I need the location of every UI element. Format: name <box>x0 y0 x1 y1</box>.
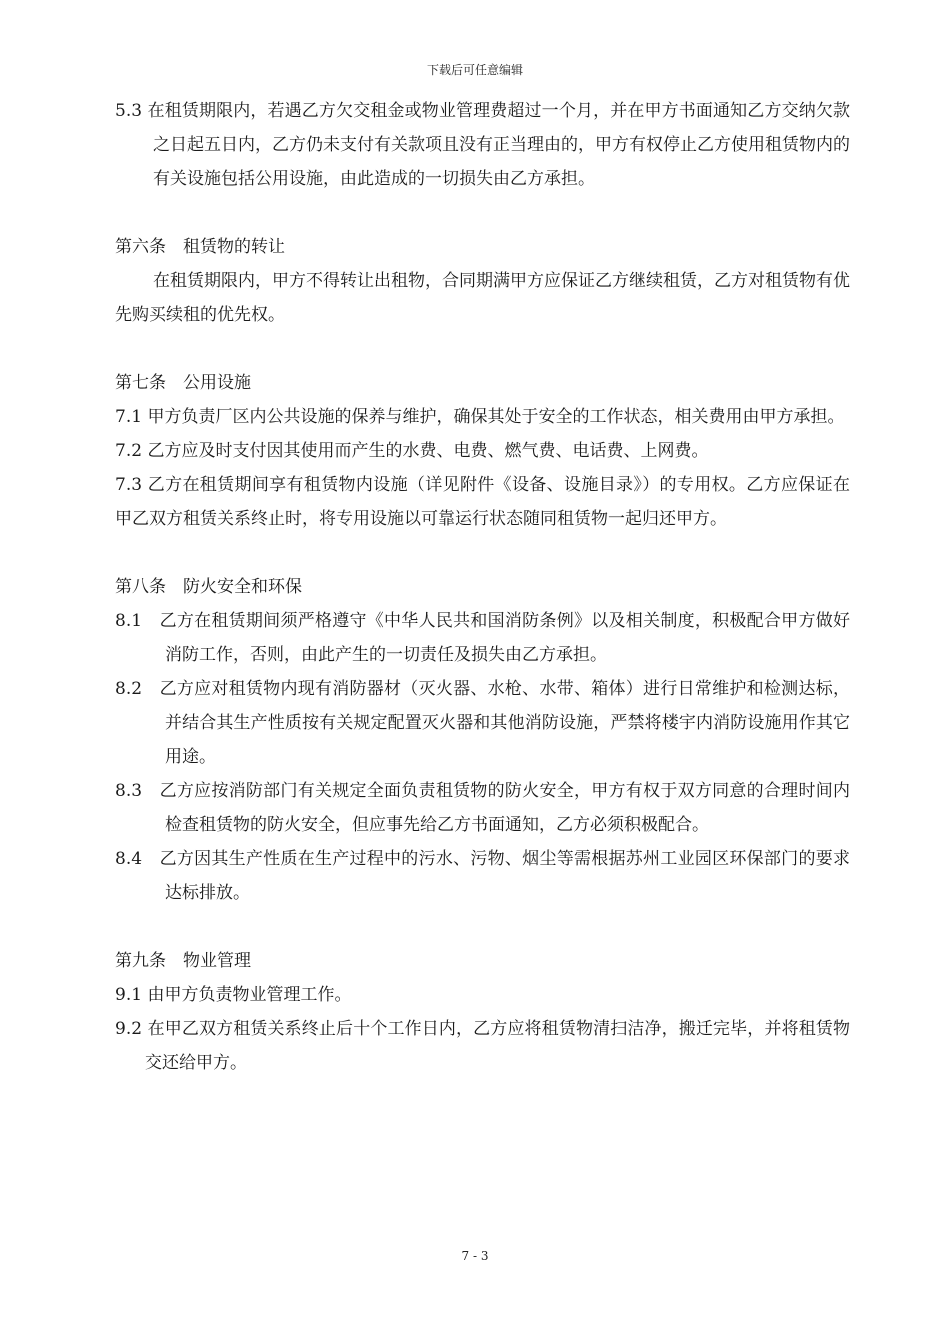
clause-8-3: 8.3 乙方应按消防部门有关规定全面负责租赁物的防火安全，甲方有权于双方同意的合理时间内检查租赁物的防火安全，但应事先给乙方书面通知，乙方必须积极配合。 <box>115 781 850 835</box>
spacer <box>115 332 850 366</box>
spacer <box>115 910 850 944</box>
spacer <box>115 196 850 230</box>
article-8-title: 第八条 防火安全和环保 <box>115 577 302 597</box>
page-header: 下载后可任意编辑 <box>426 63 523 77</box>
clause-9-2: 9.2 在甲乙双方租赁关系终止后十个工作日内，乙方应将租赁物清扫洁净，搬迁完毕，并将租赁物交还给甲方。 <box>115 1019 850 1073</box>
spacer <box>115 536 850 570</box>
clause-9-1: 9.1 由甲方负责物业管理工作。 <box>115 985 352 1005</box>
article-9-title: 第九条 物业管理 <box>115 951 251 971</box>
clause-8-4: 8.4 乙方因其生产性质在生产过程中的污水、污物、烟尘等需根据苏州工业园区环保部门的要求达标排放。 <box>115 849 850 903</box>
clause-7-2: 7.2 乙方应及时支付因其使用而产生的水费、电费、燃气费、电话费、上网费。 <box>115 441 709 461</box>
clause-8-1: 8.1 乙方在租赁期间须严格遵守《中华人民共和国消防条例》以及相关制度，积极配合甲方做好消防工作，否则，由此产生的一切责任及损失由乙方承担。 <box>115 611 850 665</box>
document-body <box>115 94 850 1080</box>
clause-7-3: 7.3 乙方在租赁期间享有租赁物内设施（详见附件《设备、设施目录》）的专用权。乙方应保证在甲乙双方租赁关系终止时，将专用设施以可靠运行状态随同租赁物一起归还甲方。 <box>115 475 850 529</box>
article-7-title: 第七条 公用设施 <box>115 373 251 393</box>
clause-8-2: 8.2 乙方应对租赁物内现有消防器材（灭火器、水枪、水带、箱体）进行日常维护和检测达标，并结合其生产性质按有关规定配置灭火器和其他消防设施，严禁将楼宇内消防设施用作其它用途。 <box>115 679 850 767</box>
clause-5-3: 5.3 在租赁期限内，若遇乙方欠交租金或物业管理费超过一个月，并在甲方书面通知乙方交纳欠款之日起五日内，乙方仍未支付有关款项且没有正当理由的，甲方有权停止乙方使用租赁物内的有关设施包括公用设施，由此造成的一切损失由乙方承担。 <box>115 101 850 189</box>
article-6-title: 第六条 租赁物的转让 <box>115 237 285 257</box>
page-number: 7 - 3 <box>461 1249 489 1263</box>
clause-7-1: 7.1 甲方负责厂区内公共设施的保养与维护，确保其处于安全的工作状态，相关费用由甲方承担。 <box>115 407 845 427</box>
article-6-body: 在租赁期限内，甲方不得转让出租物，合同期满甲方应保证乙方继续租赁，乙方对租赁物有优先购买续租的优先权。 <box>115 271 850 325</box>
